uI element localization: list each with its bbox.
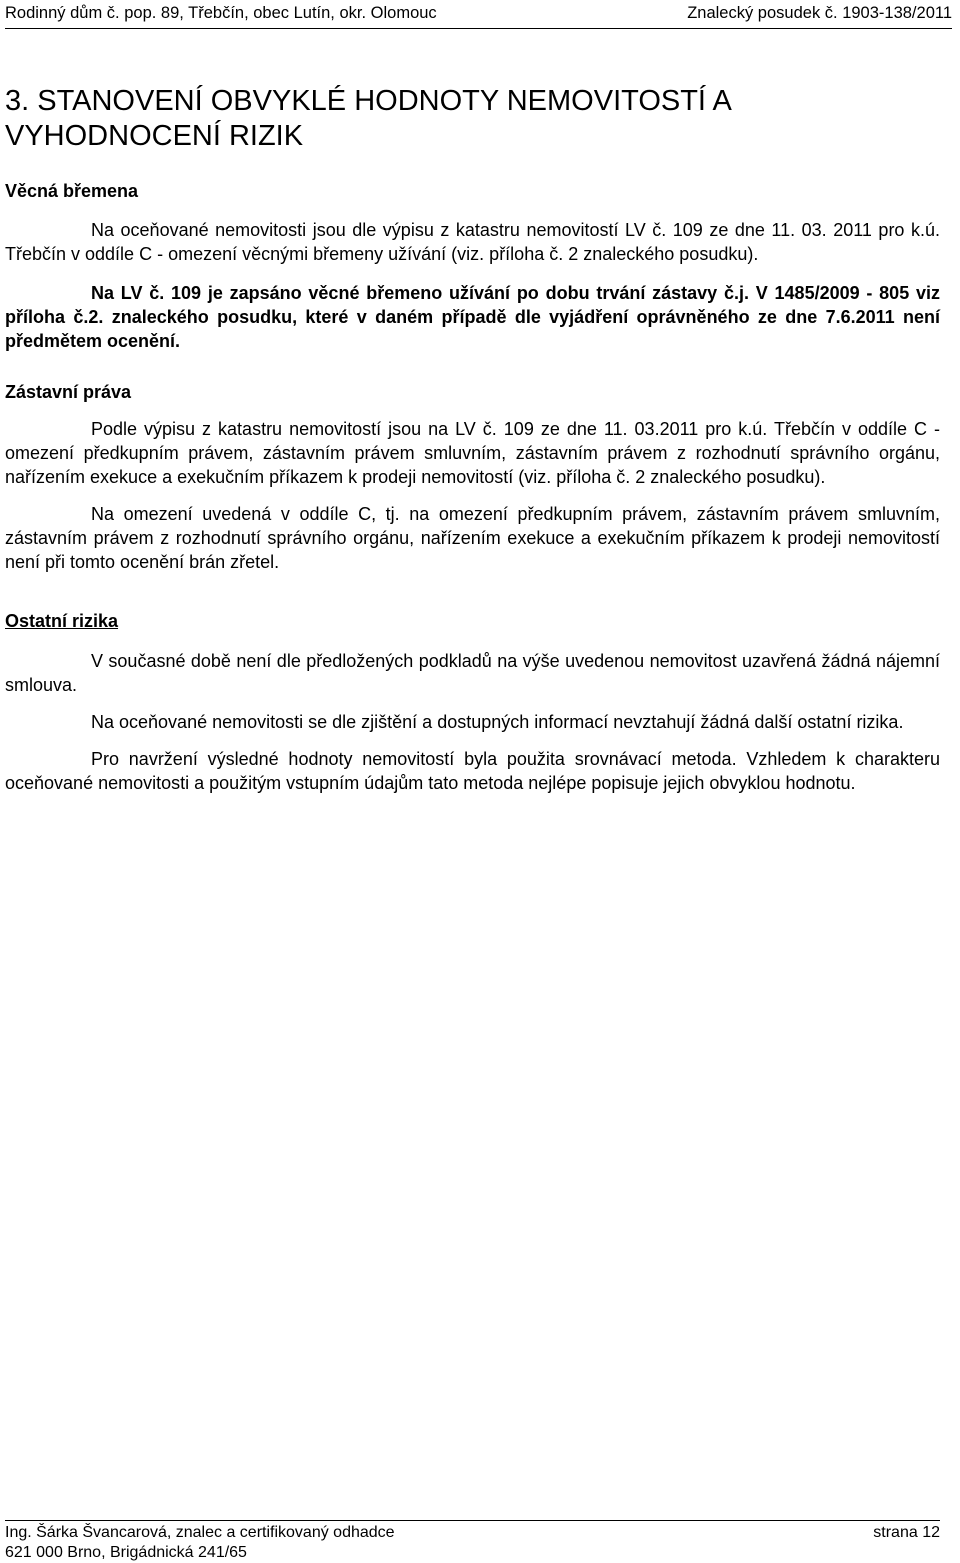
page-content <box>5 84 940 795</box>
page-number: strana 12 <box>873 1524 940 1541</box>
section-vecna-bremena <box>5 179 940 353</box>
paragraph-bold: Na LV č. 109 je zapsáno věcné břemeno užívání po dobu trvání zástavy č.j. V 1485/2009 - 805 viz příloha č.2. znaleckého posudku, které v daném případě dle vyjádření oprávněného ze dne 7.6.2011 není předmětem ocenění. <box>5 283 940 351</box>
section-zastavni-prava <box>5 380 940 574</box>
paragraph: Na oceňované nemovitosti se dle zjištění a dostupných informací nevztahují žádná další ostatní rizika. <box>91 712 904 732</box>
paragraph: V současné době není dle předložených podkladů na výše uvedenou nemovitost uzavřená žádná nájemní smlouva. <box>5 651 940 695</box>
header-property: Rodinný dům č. pop. 89, Třebčín, obec Lutín, okr. Olomouc <box>5 4 437 22</box>
page-footer <box>5 1520 940 1563</box>
section-ostatni-rizika <box>5 609 940 795</box>
chapter-title: 3. STANOVENÍ OBVYKLÉ HODNOTY NEMOVITOSTÍ A VYHODNOCENÍ RIZIK <box>5 85 731 152</box>
section-heading: Zástavní práva <box>5 382 132 402</box>
header-report-number: Znalecký posudek č. 1903-138/2011 <box>687 4 952 22</box>
section-heading: Věcná břemena <box>5 181 139 201</box>
paragraph: Na omezení uvedená v oddíle C, tj. na omezení předkupním právem, zástavním právem smluvním, zástavním právem z rozhodnutí správního orgánu, nařízením exekuce a exekučním příkazem k prodeji nemovitostí není při tomto ocenění brán zřetel. <box>5 504 940 572</box>
paragraph: Na oceňované nemovitosti jsou dle výpisu z katastru nemovitostí LV č. 109 ze dne 11. 03. 2011 pro k.ú. Třebčín v oddíle C - omezení věcnými břemeny užívání (viz. příloha č. 2 znaleckého posudku). <box>5 220 940 264</box>
footer-address: 621 000 Brno, Brigádnická 241/65 <box>5 1544 247 1561</box>
page-header <box>5 0 952 29</box>
paragraph: Podle výpisu z katastru nemovitostí jsou na LV č. 109 ze dne 11. 03.2011 pro k.ú. Třebčín v oddíle C - omezení předkupním právem, zástavním právem smluvním, zástavním právem z rozhodnutí správního orgánu, nařízením exekuce a exekučním příkazem k prodeji nemovitostí (viz. příloha č. 2 znaleckého posudku). <box>5 419 940 487</box>
section-heading: Ostatní rizika <box>5 611 119 631</box>
footer-author: Ing. Šárka Švancarová, znalec a certifikovaný odhadce <box>5 1524 395 1541</box>
paragraph: Pro navržení výsledné hodnoty nemovitostí byla použita srovnávací metoda. Vzhledem k charakteru oceňované nemovitosti a použitým vstupním údajům tato metoda nejlépe popisuje jejich obvyklou hodnotu. <box>5 749 940 793</box>
